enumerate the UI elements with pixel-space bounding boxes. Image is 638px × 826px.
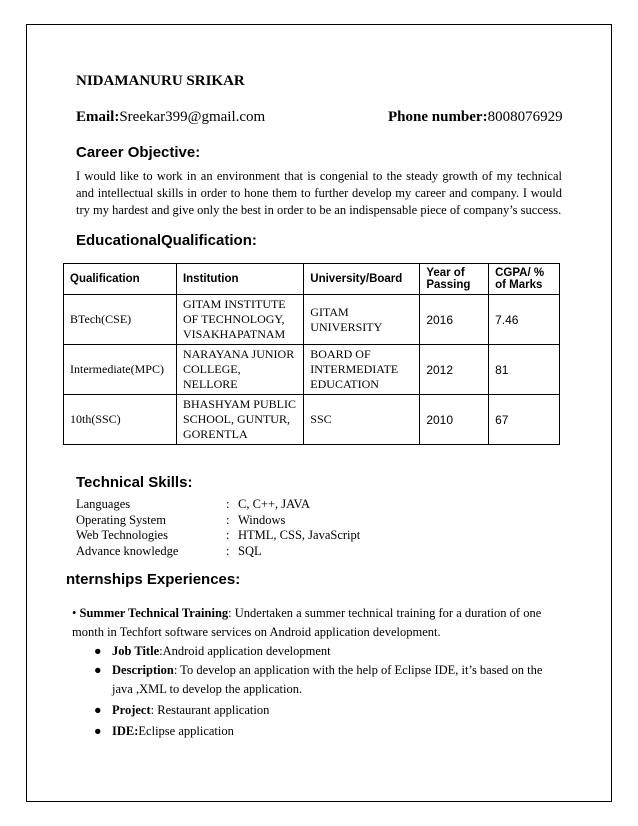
list-item [94,661,558,699]
skill-value: C, C++, JAVA [238,497,310,511]
skill-label: Advance knowledge [76,543,179,558]
education-title: EducationalQualification: [76,232,257,249]
detail-text: : To develop an application with the help of Eclipse IDE, it’s based on the java ,XML to develop the application. [112,663,543,696]
table-header-row [64,264,560,295]
internship-intro [72,604,558,642]
table-row [64,345,560,395]
header-university: University/Board [304,264,420,295]
bullet-icon: • [72,606,77,620]
phone-label: Phone number: [388,109,488,125]
list-item [94,642,558,661]
bullet-icon: ● [94,724,102,738]
skill-value: Windows [238,512,286,527]
internships-title: nternships Experiences: [66,571,241,588]
contact-line [76,109,563,126]
list-item [94,722,558,741]
cell-cgpa: 81 [489,345,560,395]
table-row [64,395,560,445]
detail-text: Eclipse application [138,724,234,738]
skill-label: Web Technologies [76,528,168,542]
skill-row: Languages : C, C++, JAVA [76,497,310,511]
header-institution: Institution [176,264,303,295]
table-row [64,295,560,345]
detail-label: Description [112,663,174,677]
skill-value: HTML, CSS, JavaScript [238,528,361,542]
cell-university: SSC [304,395,420,445]
skill-label: Languages [76,497,131,511]
list-item [94,701,558,720]
detail-text: : Restaurant application [150,703,270,717]
cell-university: BOARD OF INTERMEDIATE EDUCATION [304,345,420,395]
skill-row: Advance knowledge : SQL [76,543,262,558]
skill-label: Operating System [76,512,166,527]
cell-year: 2010 [420,395,489,445]
cell-cgpa: 7.46 [489,295,560,345]
objective-text: I would like to work in an environment that is congenial to the steady growth of my technical and intellectual skills in order to hone them to further develop my career and company. I would try my hardest and give only the best in order to be an indispensable piece of company’s success. [76,169,562,217]
detail-text: :Android application development [159,644,331,658]
internship-details [94,642,558,741]
header-qualification: Qualification [64,264,177,295]
cell-cgpa: 67 [489,395,560,445]
skills-list [76,497,360,559]
education-table [63,263,560,445]
internship-intro-text: : Undertaken a summer technical training for a duration of one month in Techfort software services on Android application development. [72,606,542,639]
skill-value: SQL [238,543,262,558]
cell-qualification: BTech(CSE) [64,295,177,345]
cell-university: GITAM UNIVERSITY [304,295,420,345]
cell-institution: GITAM INSTITUTE OF TECHNOLOGY, VISAKHAPATNAM [176,295,303,345]
bullet-icon: ● [94,663,102,677]
cell-year: 2012 [420,345,489,395]
skill-row: Web Technologies : HTML, CSS, JavaScript [76,528,361,542]
detail-label: Job Title [112,644,160,658]
detail-label: Project [112,703,151,717]
cell-qualification: Intermediate(MPC) [64,345,177,395]
header-cgpa: CGPA/ % of Marks [489,264,560,295]
bullet-icon: ● [94,644,102,658]
skills-title: Technical Skills: [76,474,193,491]
candidate-name: NIDAMANURU SRIKAR [76,73,245,89]
internship-intro-label: Summer Technical Training [79,606,229,620]
cell-qualification: 10th(SSC) [64,395,177,445]
email-value: Sreekar399@gmail.com [119,109,266,125]
detail-label: IDE: [112,724,139,738]
email-label: Email: [76,109,120,125]
skill-row: Operating System : Windows [76,512,286,527]
cell-year: 2016 [420,295,489,345]
objective-title: Career Objective: [76,144,201,161]
phone-block [388,109,563,126]
cell-institution: BHASHYAM PUBLIC SCHOOL, GUNTUR, GORENTLA [176,395,303,445]
bullet-icon: ● [94,703,102,717]
header-year: Year of Passing [420,264,489,295]
cell-institution: NARAYANA JUNIOR COLLEGE, NELLORE [176,345,303,395]
phone-value: 8008076929 [487,109,563,125]
